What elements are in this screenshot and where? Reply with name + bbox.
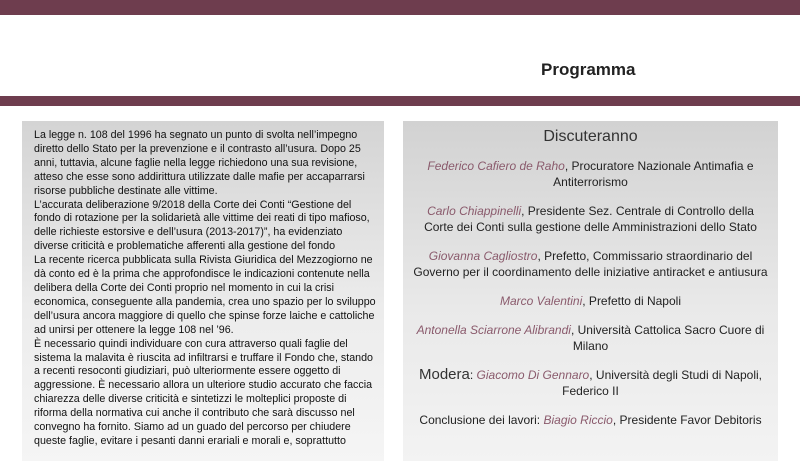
speaker-item <box>403 158 778 190</box>
speaker-name: Marco Valentini <box>500 294 583 308</box>
moderator-item <box>403 367 778 399</box>
intro-text <box>22 121 384 449</box>
conclusion-label: Conclusione dei lavori: <box>419 413 544 427</box>
speaker-role: , Prefetto di Napoli <box>582 294 681 308</box>
program-panel <box>403 121 778 461</box>
moderator-label: Modera <box>418 366 470 383</box>
moderator-separator: : <box>469 368 477 382</box>
speaker-name: Antonella Sciarrone Alibrandi <box>416 323 571 337</box>
page-title: Programma <box>541 60 636 79</box>
speaker-item <box>403 203 778 235</box>
conclusion-role: , Presidente Favor Debitoris <box>612 413 762 427</box>
intro-paragraph: La recente ricerca pubblicata sulla Rivista Giuridica del Mezzogiorno ne dà conto ed è la prima che approfondisce le indicazioni contenute nella delibera della Corte dei Conti proprio nel momento in cui la crisi economica, conseguente alla pandemia, crea uno spazio per lo sviluppo dell’usura ancora maggiore di quello che spinse forze laiche e cattoliche ad unirsi per ottenere la legge 108 nel ’96. <box>34 254 376 336</box>
top-color-bar <box>0 0 800 15</box>
moderator-name: Giacomo Di Gennaro <box>476 368 590 382</box>
intro-paragraph: È necessario quindi individuare con cura attraverso quali faglie del sistema la malavita è riuscita ad infiltrarsi e truffare il Fondo che, stando a recenti resoconti giudiziari, può ulteriormente essere oggetto di aggressione. È necessario allora un ulteriore studio accurato che faccia chiarezza delle diverse criticità e sintetizzi le molteplici proposte di riforma della normativa cui anche il contributo che sarà discusso nel convegno ha fornito. Siamo ad un guado del percorso per chiudere queste faglie, evitare i pesanti danni erariali e morali e, soprattutto <box>34 337 373 447</box>
speaker-item <box>403 322 778 354</box>
speaker-role: , Università Cattolica Sacro Cuore di Milano <box>570 323 765 353</box>
header-band <box>0 96 800 106</box>
speaker-item <box>403 293 778 309</box>
speakers-heading: Discuteranno <box>543 128 638 145</box>
speaker-name: Federico Cafiero de Raho <box>427 159 565 173</box>
speaker-role: , Procuratore Nazionale Antimafia e Antiterrorismo <box>553 159 754 189</box>
intro-paragraph: La legge n. 108 del 1996 ha segnato un punto di svolta nell’impegno diretto dello Stato per la prevenzione e il contrasto all’usura. Dopo 25 anni, tuttavia, alcune faglie nella legge richiedono una sua revisione, atteso che esse sono addirittura utilizzate dalle mafie per accaparrarsi risorse pubbliche destinate alle vittime. <box>34 129 365 197</box>
speaker-name: Giovanna Cagliostro <box>428 249 538 263</box>
speaker-role: , Prefetto, Commissario straordinario del Governo per il coordinamento delle iniziative antiracket e antiusura <box>413 249 768 279</box>
speaker-item <box>403 248 778 280</box>
conclusion-name: Biagio Riccio <box>543 413 613 427</box>
moderator-role: , Università degli Studi di Napoli, Federico II <box>562 368 762 398</box>
intro-panel <box>22 121 384 461</box>
speaker-name: Carlo Chiappinelli <box>427 204 522 218</box>
speakers-list <box>403 158 778 354</box>
speaker-role: , Presidente Sez. Centrale di Controllo della Corte dei Conti sulla gestione delle Amministrazioni dello Stato <box>424 204 757 234</box>
conclusion-item <box>403 412 778 428</box>
intro-paragraph: L’accurata deliberazione 9/2018 della Corte dei Conti “Gestione del fondo di rotazione per la solidarietà alle vittime dei reati di tipo mafioso, delle richieste estorsive e dell’usura (2013-2017)”, ha evidenziato diverse criticità e problematiche afferenti alla gestione del fondo <box>34 198 370 253</box>
